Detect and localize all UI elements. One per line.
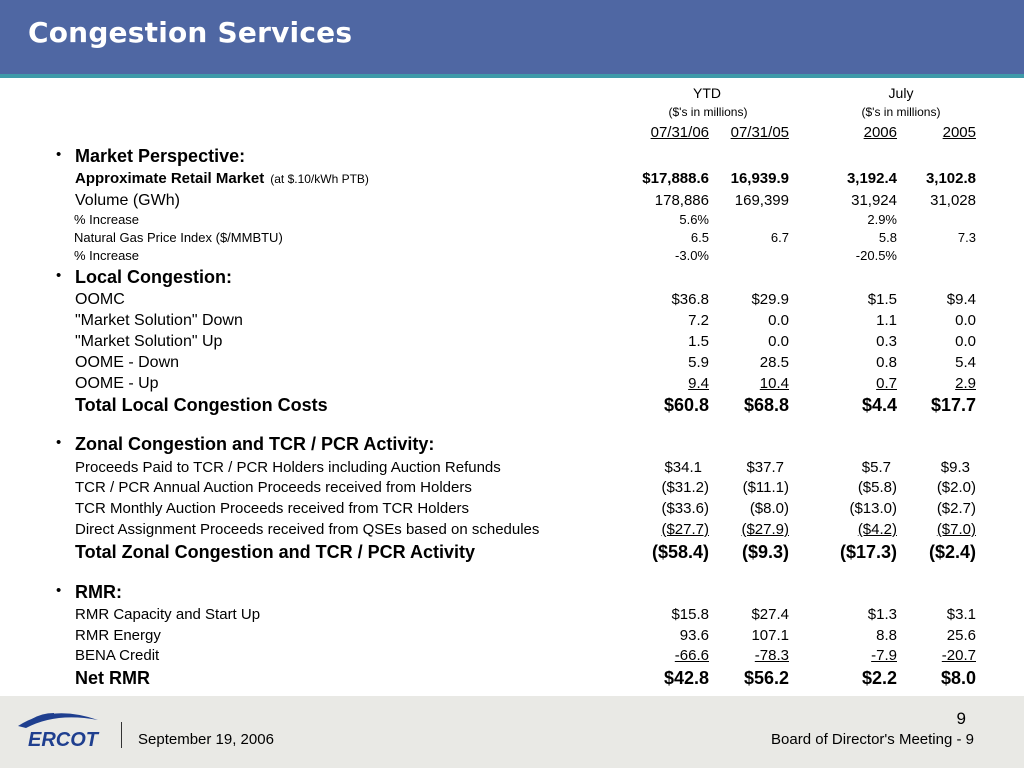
cell: 0.7 (876, 375, 897, 392)
cell: ($8.0) (749, 500, 789, 517)
col-ytd-2005: 07/31/05 (730, 124, 789, 141)
cell: ($13.0) (849, 500, 897, 517)
cell: -3.0% (675, 248, 709, 263)
cell: 7.2 (688, 312, 709, 329)
cell: $42.8 (663, 668, 709, 688)
cell: $3.1 (946, 606, 976, 623)
cell: 31,028 (930, 192, 976, 209)
cell: 16,939.9 (730, 170, 789, 187)
footer-meeting: Board of Director's Meeting - 9 (771, 731, 974, 748)
cell: ($5.8) (857, 479, 897, 496)
cell: ($9.3) (741, 542, 789, 562)
cell: 93.6 (679, 627, 709, 644)
row-label: % Increase (74, 212, 140, 227)
cell: -20.7 (941, 647, 976, 664)
cell: 107.1 (751, 627, 789, 644)
bullet: • (56, 582, 62, 599)
cell: $17,888.6 (642, 170, 709, 187)
cell: -7.9 (871, 647, 897, 664)
july-header: July (888, 85, 914, 101)
row-label: Proceeds Paid to TCR / PCR Holders including Auction Refunds (75, 459, 501, 476)
cell: $5.7 (861, 459, 891, 476)
cell: $29.9 (751, 291, 789, 308)
cell: $15.8 (671, 606, 709, 623)
section-heading: Zonal Congestion and TCR / PCR Activity: (75, 434, 435, 454)
cell: $60.8 (663, 395, 709, 415)
ercot-logo (12, 706, 102, 754)
cell: 25.6 (946, 627, 976, 644)
row-label (75, 170, 369, 187)
cell: 5.9 (688, 354, 709, 371)
cell: 8.8 (876, 627, 897, 644)
cell: 169,399 (734, 192, 789, 209)
cell: 10.4 (759, 375, 789, 392)
row-label: BENA Credit (75, 647, 160, 664)
cell: $37.7 (746, 459, 784, 476)
cell: ($2.7) (936, 500, 976, 517)
footer-date: September 19, 2006 (138, 731, 274, 748)
retail-label: Approximate Retail Market (75, 170, 265, 187)
row-label: OOME - Down (75, 354, 180, 371)
cell: ($2.0) (936, 479, 976, 496)
cell: ($33.6) (661, 500, 709, 517)
cell: -66.6 (674, 647, 709, 664)
column-date-row (0, 124, 1024, 144)
cell: 28.5 (759, 354, 789, 371)
row-label: RMR Capacity and Start Up (75, 606, 261, 623)
cell: 178,886 (654, 192, 709, 209)
section-heading: RMR: (75, 582, 122, 602)
total-label: Total Local Congestion Costs (75, 395, 328, 415)
cell: 3,192.4 (846, 170, 897, 187)
row-label: OOME - Up (75, 375, 159, 392)
cell: 9.4 (688, 375, 709, 392)
cell: 0.8 (876, 354, 897, 371)
cell: 0.0 (768, 333, 789, 350)
ytd-header: YTD (693, 85, 721, 101)
july-unit: ($'s in millions) (861, 105, 941, 119)
cell: $2.2 (861, 668, 897, 688)
row-label: TCR Monthly Auction Proceeds received from TCR Holders (75, 500, 470, 517)
cell: $4.4 (861, 395, 897, 415)
cell: 0.0 (955, 333, 976, 350)
section-heading: Market Perspective: (75, 146, 246, 166)
row-label: % Increase (74, 248, 140, 263)
cell: 0.3 (876, 333, 897, 350)
cell: ($17.3) (839, 542, 897, 562)
page-number: 9 (956, 709, 966, 728)
cell: 2.9 (955, 375, 976, 392)
cell: 5.8 (878, 230, 897, 245)
col-july-2005: 2005 (942, 124, 976, 141)
cell: $1.5 (867, 291, 897, 308)
retail-note: (at $.10/kWh PTB) (270, 172, 369, 186)
cell: -20.5% (855, 248, 897, 263)
row-label: "Market Solution" Up (75, 333, 223, 350)
cell: 6.5 (690, 230, 709, 245)
bullet: • (56, 434, 62, 451)
row-label: Volume (GWh) (75, 192, 180, 209)
cell: -78.3 (754, 647, 789, 664)
logo-text: ERCOT (28, 729, 98, 751)
col-july-2006: 2006 (863, 124, 897, 141)
cell: ($4.2) (857, 521, 897, 538)
cell: 2.9% (867, 212, 897, 227)
cell: 3,102.8 (925, 170, 976, 187)
bullet: • (56, 146, 62, 163)
cell: 1.5 (688, 333, 709, 350)
cell: $8.0 (940, 668, 976, 688)
cell: $56.2 (743, 668, 789, 688)
cell: ($2.4) (928, 542, 976, 562)
title-bar-accent (0, 74, 1024, 78)
cell: 5.4 (955, 354, 976, 371)
cell: 6.7 (770, 230, 789, 245)
row-label: TCR / PCR Annual Auction Proceeds received from Holders (75, 479, 472, 496)
section-heading: Local Congestion: (75, 267, 232, 287)
cell: $9.3 (940, 459, 970, 476)
cell: ($27.9) (741, 521, 789, 538)
row-label: OOMC (75, 291, 125, 308)
cell: $9.4 (946, 291, 976, 308)
cell: 7.3 (957, 230, 976, 245)
row-label: Direct Assignment Proceeds received from QSEs based on schedules (75, 521, 540, 538)
cell: 31,924 (851, 192, 897, 209)
col-ytd-2006: 07/31/06 (650, 124, 709, 141)
row-label: RMR Energy (75, 627, 161, 644)
cell: $34.1 (664, 459, 702, 476)
row-label: "Market Solution" Down (75, 312, 243, 329)
cell: $36.8 (671, 291, 709, 308)
cell: 0.0 (955, 312, 976, 329)
total-label: Net RMR (75, 668, 150, 688)
cell: ($31.2) (661, 479, 709, 496)
cell: $17.7 (930, 395, 976, 415)
cell: $27.4 (751, 606, 789, 623)
bullet: • (56, 267, 62, 284)
cell: ($7.0) (936, 521, 976, 538)
page-title: Congestion Services (28, 16, 353, 49)
total-label: Total Zonal Congestion and TCR / PCR Activity (75, 542, 476, 562)
cell: $1.3 (867, 606, 897, 623)
cell: 1.1 (876, 312, 897, 329)
footer-divider (121, 722, 122, 748)
cell: ($27.7) (661, 521, 709, 538)
cell: $68.8 (743, 395, 789, 415)
row-label: Natural Gas Price Index ($/MMBTU) (74, 230, 283, 245)
ytd-unit: ($'s in millions) (668, 105, 748, 119)
cell: 0.0 (768, 312, 789, 329)
cell: ($58.4) (651, 542, 709, 562)
cell: ($11.1) (742, 479, 789, 496)
cell: 5.6% (679, 212, 709, 227)
